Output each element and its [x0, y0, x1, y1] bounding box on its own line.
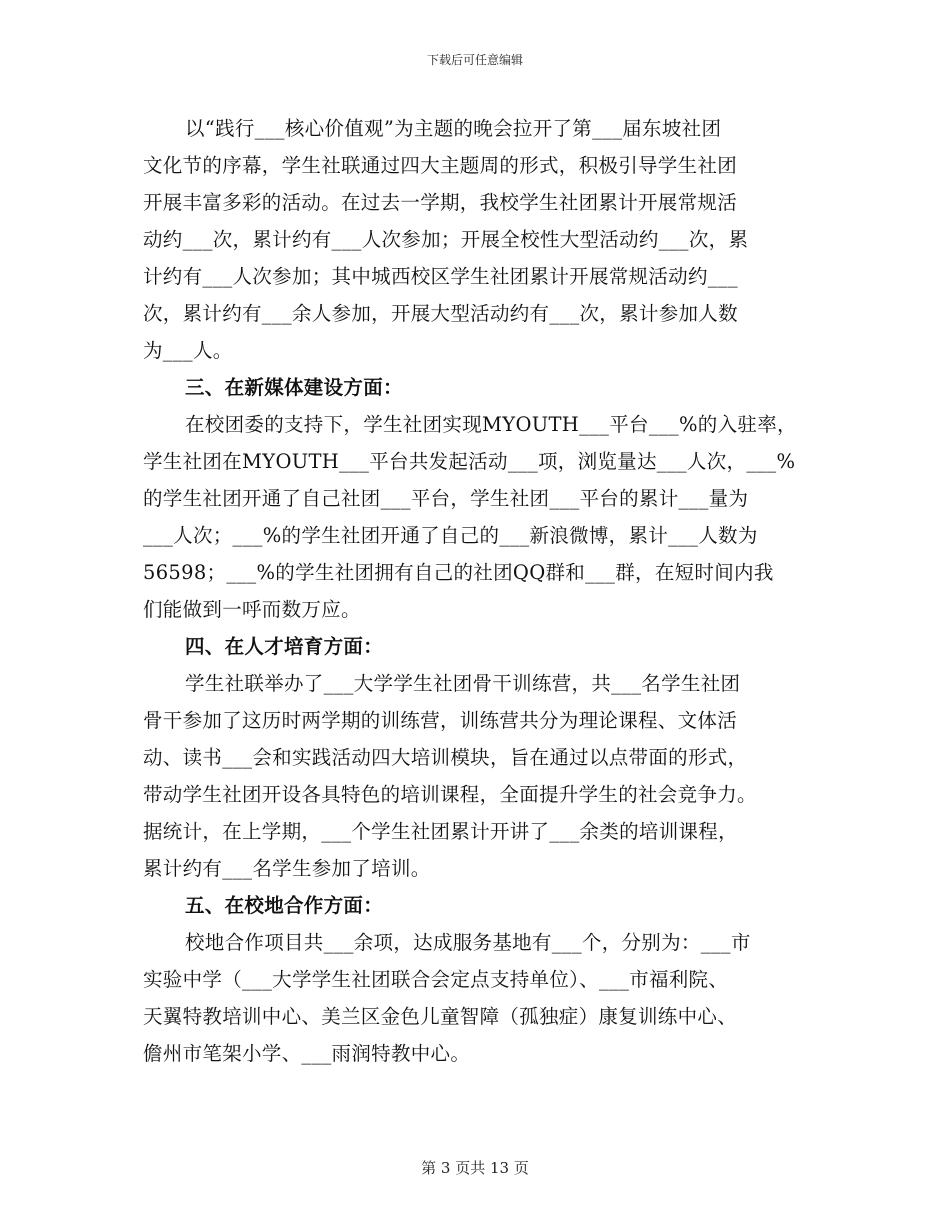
text-line: 开展丰富多彩的活动。在过去一学期，我校学生社团累计开展常规活 [143, 191, 738, 214]
document-body [143, 110, 803, 1072]
text-line: ___人次；___%的学生社团开通了自己的___新浪微博，累计___人数为 [143, 524, 758, 547]
text-line: 动约___次，累计约有___人次参加；开展全校性大型活动约___次，累 [143, 228, 749, 251]
text-line: 骨干参加了这历时两学期的训练营，训练营共分为理论课程、文体活 [143, 709, 738, 732]
paragraph-cooperation [143, 924, 803, 1072]
text-line: 带动学生社团开设各具特色的培训课程，全面提升学生的社会竞争力。 [143, 783, 757, 806]
section-heading-talent: 四、在人才培育方面： [185, 635, 384, 658]
text-line: 学生社团在MYOUTH___平台共发起活动___项，浏览量达___人次，___% [143, 450, 796, 473]
text-line: 动、读书___会和实践活动四大培训模块，旨在通过以点带面的形式， [143, 746, 748, 769]
text-line: 以“践行___核心价值观”为主题的晚会拉开了第___届东坡社团 [185, 117, 722, 140]
text-line: 累计约有___名学生参加了培训。 [143, 857, 431, 880]
paragraph-talent [143, 665, 803, 887]
text-line: 文化节的序幕，学生社联通过四大主题周的形式，积极引导学生社团 [143, 154, 738, 177]
text-line: 在校团委的支持下，学生社团实现MYOUTH___平台___%的入驻率， [185, 413, 797, 436]
text-line: 天翼特教培训中心、美兰区金色儿童智障（孤独症）康复训练中心、 [143, 1005, 738, 1028]
paragraph-new-media [143, 406, 803, 628]
text-line: 实验中学（___大学学生社团联合会定点支持单位）、___市福利院、 [143, 968, 729, 991]
text-line: 计约有___人次参加；其中城西校区学生社团累计开展常规活动约___ [143, 265, 738, 288]
section-heading-new-media: 三、在新媒体建设方面： [185, 376, 403, 399]
text-line: 的学生社团开通了自己社团___平台，学生社团___平台的累计___量为 [143, 487, 749, 510]
text-line: 56598；___%的学生社团拥有自己的社团QQ群和___群，在短时间内我 [143, 561, 774, 584]
text-line: 校地合作项目共___余项，达成服务基地有___个，分别为：___市 [185, 931, 751, 954]
text-line: 为___人。 [143, 339, 233, 362]
text-line: 们能做到一呼而数万应。 [143, 598, 361, 621]
section-heading-cooperation: 五、在校地合作方面： [185, 894, 384, 917]
page-footer: 第 3 页共 13 页 [421, 1159, 529, 1177]
text-line: 据统计，在上学期，___个学生社团累计开讲了___余类的培训课程， [143, 820, 738, 843]
text-line: 儋州市笔架小学、___雨润特教中心。 [143, 1042, 471, 1065]
text-line: 学生社联举办了___大学学生社团骨干训练营，共___名学生社团 [185, 672, 741, 695]
page-header: 下载后可任意编辑 [426, 53, 523, 67]
text-line: 次，累计约有___余人参加，开展大型活动约有___次，累计参加人数 [143, 302, 738, 325]
paragraph-intro [143, 110, 803, 369]
